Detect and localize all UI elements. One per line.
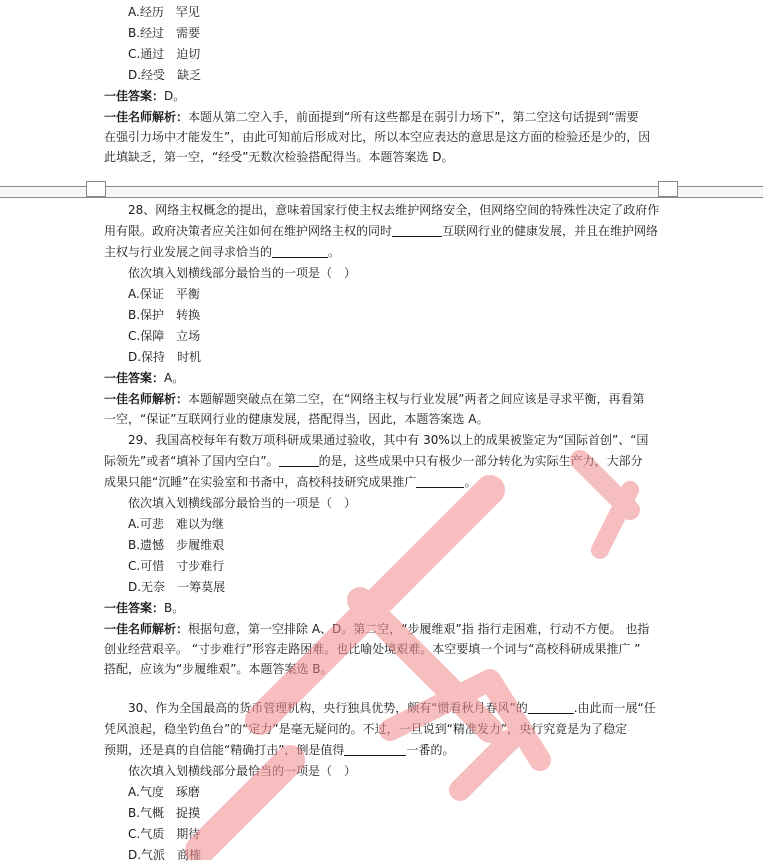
q28-stem-line-2: 用有限。政府决策者应关注如何在维护网络主权的同时 互联网行业的健康发展，并且在维护网络 bbox=[104, 224, 659, 238]
q28-answer: 一佳答案：A。 bbox=[104, 371, 185, 385]
q27-answer: 一佳答案：D。 bbox=[104, 89, 186, 103]
q30-prompt: 依次填入划横线部分最恰当的一项是（ ） bbox=[128, 764, 357, 778]
q29-analysis-line-2: 创业经营艰辛。 “寸步难行”形容走路困难。也比喻处境艰难。本空要填一个词与“高校科研成果推广 ” bbox=[104, 642, 641, 656]
q27-analysis-line-3: 此填缺乏，第一空，“经受”无数次检验搭配得当。本题答案选 D。 bbox=[104, 150, 454, 164]
q30-option-b: B.气概 捉摸 bbox=[128, 806, 201, 820]
q29-analysis-line-1: 一佳名师解析：根据句意，第一空排除 A、D。第二空，“步履维艰”指 指行走困难，行动不方便。 也指 bbox=[104, 622, 650, 636]
q29-stem-line-1: 29、我国高校每年有数万项科研成果通过验收，其中有 30%以上的成果被鉴定为“国际首创”、“国 bbox=[128, 433, 649, 447]
q27-analysis-line-1: 一佳名师解析：本题从第二空入手，前面提到“所有这些都是在弱引力场下”，第二空这句话提到“需要 bbox=[104, 110, 639, 124]
q30-stem-line-3: 预期，还是真的自信能“精确打击”，倒是值得 一番的。 bbox=[104, 743, 455, 757]
q30-stem-line-1: 30、作为全国最高的货币管理机构，央行独具优势，颇有“惯看秋月春风”的 .由此而一展“任 bbox=[128, 701, 656, 715]
q27-analysis-line-2: 在强引力场中才能发生”，由此可知前后形成对比，所以本空应表达的意思是这方面的检验还是少的，因 bbox=[104, 130, 651, 144]
q28-option-a: A.保证 平衡 bbox=[128, 287, 200, 301]
q29-option-a: A.可悲 难以为继 bbox=[128, 517, 224, 531]
q27-option-c: C.通过 迫切 bbox=[128, 47, 201, 61]
q27-option-a: A.经历 罕见 bbox=[128, 5, 200, 19]
q29-answer: 一佳答案：B。 bbox=[104, 601, 185, 615]
q29-blank-1 bbox=[279, 454, 319, 467]
q28-analysis-line-1: 一佳名师解析：本题解题突破点在第二空，在“网络主权与行业发展”两者之间应该是寻求平衡，再看第 bbox=[104, 392, 645, 406]
q28-prompt: 依次填入划横线部分最恰当的一项是（ ） bbox=[128, 266, 357, 280]
q27-option-b: B.经过 需要 bbox=[128, 26, 201, 40]
q29-analysis-line-3: 搭配，应该为“步履维艰”。本题答案选 B。 bbox=[104, 662, 333, 676]
q30-option-c: C.气质 期待 bbox=[128, 827, 201, 841]
q30-option-a: A.气度 琢磨 bbox=[128, 785, 200, 799]
q29-option-c: C.可惜 寸步难行 bbox=[128, 559, 225, 573]
q29-option-d: D.无奈 一筹莫展 bbox=[128, 580, 226, 594]
q28-stem-line-1: 28、网络主权概念的提出，意味着国家行使主权去维护网络安全，但网络空间的特殊性决定了政府作 bbox=[128, 203, 660, 217]
q29-blank-2 bbox=[416, 475, 464, 488]
q28-option-b: B.保护 转换 bbox=[128, 308, 201, 322]
page-corner-right bbox=[658, 181, 678, 197]
q28-blank-2 bbox=[272, 245, 328, 258]
q27-option-d: D.经受 缺乏 bbox=[128, 68, 202, 82]
q29-stem-line-2: 际领先”或者“填补了国内空白”。 的是，这些成果中只有极少一部分转化为实际生产力，大部分 bbox=[104, 454, 643, 468]
q28-option-d: D.保持 时机 bbox=[128, 350, 202, 364]
page-corner-left bbox=[86, 181, 106, 197]
q28-option-c: C.保障 立场 bbox=[128, 329, 201, 343]
q29-option-b: B.遗憾 步履维艰 bbox=[128, 538, 225, 552]
q30-blank-1 bbox=[528, 701, 574, 714]
q30-option-d: D.气派 商榷 bbox=[128, 848, 202, 862]
q30-stem-line-2: 凭风浪起，稳坐钓鱼台”的“定力”是毫无疑问的。不过，一旦说到“精准发力”，央行究竟是为了稳定 bbox=[104, 722, 628, 736]
q30-blank-2 bbox=[344, 743, 406, 756]
q28-blank-1 bbox=[392, 224, 442, 237]
q29-prompt: 依次填入划横线部分最恰当的一项是（ ） bbox=[128, 496, 357, 510]
page-separator bbox=[0, 186, 763, 198]
q28-stem-line-3: 主权与行业发展之间寻求恰当的 。 bbox=[104, 245, 341, 259]
q29-stem-line-3: 成果只能“沉睡”在实验室和书斋中，高校科技研究成果推广 。 bbox=[104, 475, 477, 489]
q28-analysis-line-2: 一空，“保证”互联网行业的健康发展，搭配得当，因此，本题答案选 A。 bbox=[104, 412, 489, 426]
